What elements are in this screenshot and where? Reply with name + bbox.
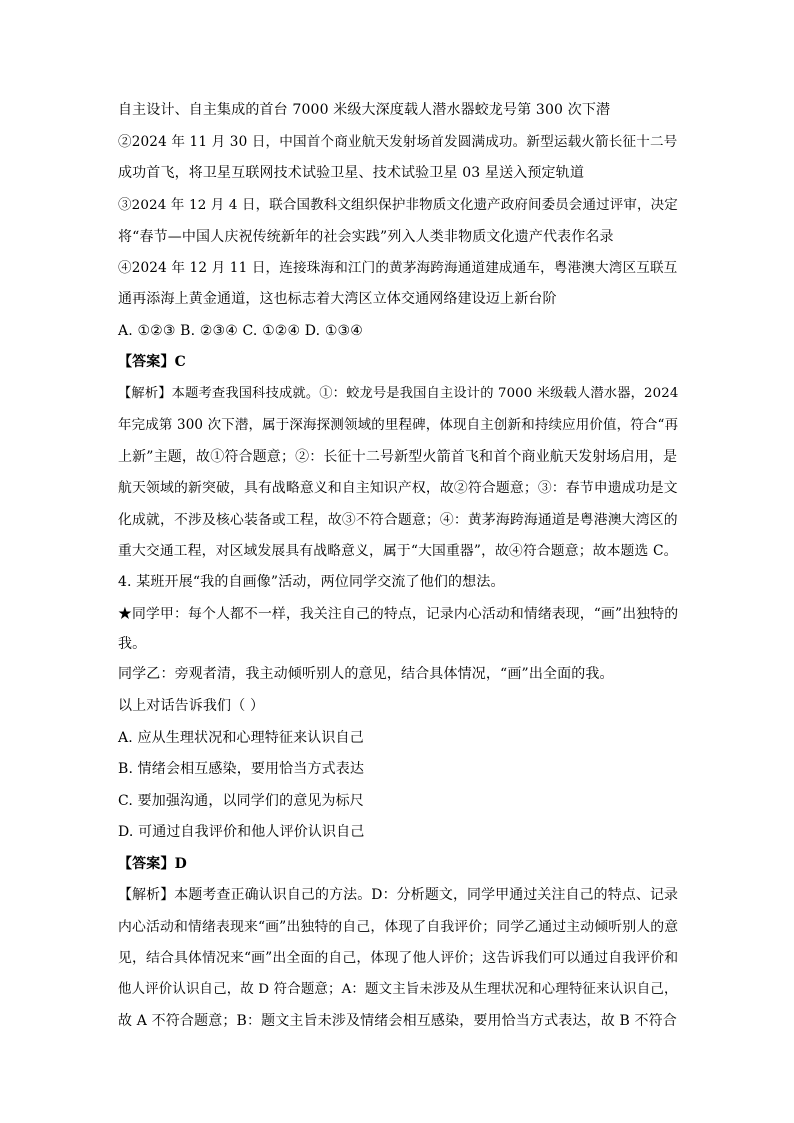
text-line-3: 成功首飞，将卫星互联网技术试验卫星、技术试验卫星 03 星送入预定轨道 (118, 165, 584, 181)
option-c: C. 要加强沟通，以同学们的意见为标尺 (118, 793, 364, 809)
option-a: A. 应从生理状况和心理特征来认识自己 (118, 730, 364, 746)
analysis2-line-3: 见，结合具体情况来“画”出全面的自己，体现了他人评价；这告诉我们可以通过自我评价和 (118, 950, 679, 966)
analysis2-line-4: 他人评价认识自己，故 D 符合题意；A：题文主旨未涉及从生理状况和心理特征来认识自己， (118, 982, 678, 997)
dialogue-student-b: 同学乙：旁观者清，我主动倾听别人的意见，结合具体情况，“画”出全面的我。 (118, 666, 614, 682)
analysis-line-1: 【解析】本题考查我国科技成就。①：蛟龙号是我国自主设计的 7000 米级载人潜水器，2024 (118, 386, 679, 401)
answer-line: 【答案】C (118, 354, 186, 370)
option-d: D. 可通过自我评价和他人评价认识自己 (118, 824, 365, 840)
text-line-4: ③2024 年 12 月 4 日，联合国教科文组织保护非物质文化遗产政府间委员会通过评审，决定 (118, 197, 678, 213)
analysis2-line-5: 故 A 不符合题意；B：题文主旨未涉及情绪会相互感染，要用恰当方式表达，故 B 不符合 (118, 1013, 677, 1029)
text-line-7: 通再添海上黄金通道，这也标志着大湾区立体交通网络建设迈上新台阶 (118, 291, 557, 307)
analysis2-line-1: 【解析】本题考查正确认识自己的方法。D：分析题文，同学甲通过关注自己的特点、记录 (118, 887, 679, 903)
dialogue-student-a-2: 我。 (118, 636, 147, 652)
dialogue-student-a-1: ★同学甲：每个人都不一样，我关注自己的特点，记录内心活动和情绪表现，“画”出独特的 (118, 606, 679, 622)
analysis-line-5: 化成就，不涉及核心装备或工程，故③不符合题意；④：黄茅海跨海通道是粤港澳大湾区的 (118, 512, 678, 528)
text-line-6: ④2024 年 12 月 11 日，连接珠海和江门的黄茅海跨海通道建成通车，粤港澳大湾区互联互 (118, 260, 678, 276)
question-4-stem: 4. 某班开展“我的自画像”活动，两位同学交流了他们的想法。 (118, 574, 505, 590)
option-b: B. 情绪会相互感染，要用恰当方式表达 (118, 761, 365, 777)
answer-line-2: 【答案】D (118, 856, 187, 872)
analysis-line-3: 上新”主题，故①符合题意；②：长征十二号新型火箭首飞和首个商业航天发射场启用，是 (118, 449, 678, 465)
options-line: A. ①②③ B. ②③④ C. ①②④ D. ①③④ (118, 323, 363, 339)
analysis-line-2: 年完成第 300 次下潜，属于深海探测领域的里程碑，体现自主创新和持续应用价值，符合“再 (118, 417, 679, 433)
question-4-prompt: 以上对话告诉我们（ ） (118, 698, 265, 714)
text-line-2: ②2024 年 11 月 30 日，中国首个商业航天发射场首发圆满成功。新型运载火箭长征十二号 (118, 134, 678, 150)
analysis-line-4: 航天领域的新突破，具有战略意义和自主知识产权，故②符合题意；③：春节申遗成功是文 (118, 480, 678, 496)
text-line-5: 将“春节—中国人庆祝传统新年的社会实践”列入人类非物质文化遗产代表作名录 (118, 229, 614, 245)
analysis-line-6: 重大交通工程，对区域发展具有战略意义，属于“大国重器”，故④符合题意；故本题选 C。 (118, 543, 678, 559)
text-line-1: 自主设计、自主集成的首台 7000 米级大深度载人潜水器蛟龙号第 300 次下潜 (118, 102, 611, 118)
analysis2-line-2: 内心活动和情绪表现来“画”出独特的自己，体现了自我评价；同学乙通过主动倾听别人的意 (118, 919, 679, 935)
